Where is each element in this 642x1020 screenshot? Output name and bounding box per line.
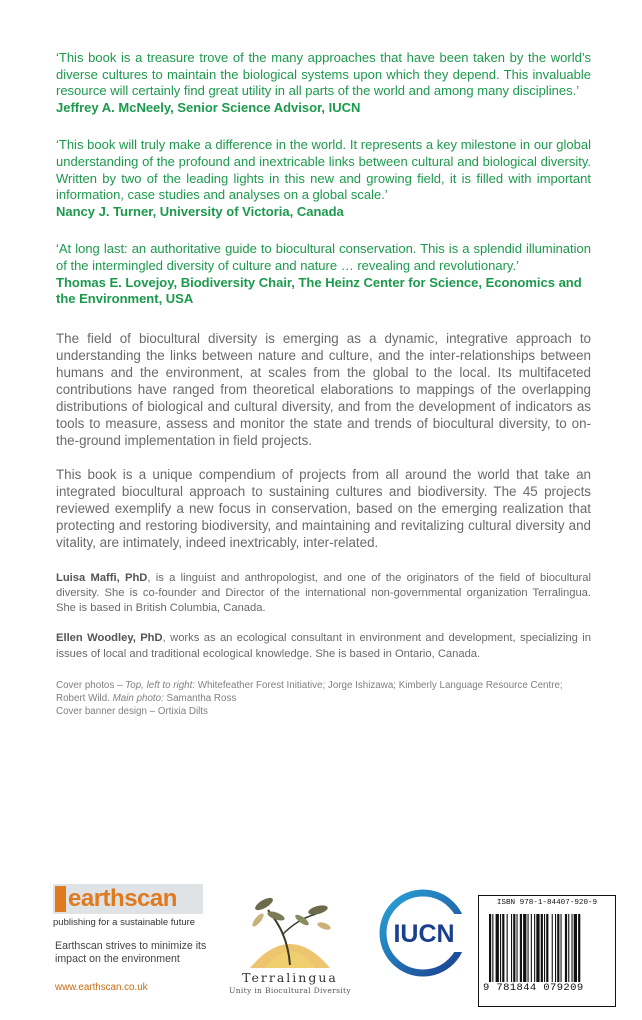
earthscan-environment-message: Earthscan strives to minimize its impact on the environment: [55, 940, 207, 965]
terralingua-logo: [220, 880, 360, 1005]
earthscan-tagline: publishing for a sustainable future: [53, 917, 196, 928]
barcode-bars-icon: [489, 914, 607, 982]
quote-text: ‘This book will truly make a difference in the world. It represents a key milestone in our global understanding of the profound and inextricable links between cultural and biological diversity. Written by two of the leading lights in this new and growing field, it is filled with important information, case studies and analyses on a global scale.’: [56, 137, 591, 203]
earthscan-logo: [53, 884, 203, 928]
quote-attribution: Jeffrey A. McNeely, Senior Science Advisor, IUCN: [56, 99, 361, 115]
earthscan-url: www.earthscan.co.uk: [55, 982, 148, 993]
quote-attribution: Thomas E. Lovejoy, Biodiversity Chair, The Heinz Center for Science, Economics and the Environment, USA: [56, 274, 582, 307]
credits-main-text: Samantha Ross: [163, 692, 237, 704]
credits-main-label: Main photo:: [112, 692, 164, 704]
quote-attribution: Nancy J. Turner, University of Victoria, Canada: [56, 203, 344, 219]
iucn-logo: [378, 888, 468, 978]
credits-top-label: Top, left to right:: [125, 679, 196, 691]
isbn-barcode: [478, 895, 616, 1007]
iucn-emblem-icon: [378, 888, 468, 978]
earthscan-mark-icon: [55, 886, 66, 912]
author-bio: [56, 571, 591, 617]
earthscan-wordmark-box: [53, 884, 203, 914]
photo-credits: [56, 679, 591, 705]
back-cover-text: [56, 50, 591, 718]
terralingua-tagline: Unity in Biocultural Diversity: [229, 986, 351, 995]
credits-prefix: Cover photos –: [56, 679, 126, 691]
quote-block-2: [56, 137, 591, 220]
author-name: Luisa Maffi, PhD: [56, 571, 148, 584]
terralingua-wordmark: Terralingua: [242, 970, 338, 985]
banner-credit: Cover banner design – Ortixia Dilts: [56, 705, 208, 717]
description-paragraph: This book is a unique compendium of projects from all around the world that take an integrated biocultural approach to sustaining cultures and biodiversity. The 45 projects reviewed exemplify a new focus in conservation, based on the emerging realization that protecting and restoring biodiversity, and maintaining and revitalizing cultural diversity and vitality, are intimately, indeed inextricably, inter-related.: [56, 466, 591, 550]
author-bio: [56, 631, 591, 661]
quote-text: ‘At long last: an authoritative guide to biocultural conservation. This is a splendid illumination of the intermingled diversity of culture and nature … revealing and revolutionary.’: [56, 241, 591, 273]
terralingua-emblem-icon: [220, 880, 360, 972]
description-paragraph: The field of biocultural diversity is emerging as a dynamic, integrative approach to understanding the links between nature and culture, and the inter-relationships between humans and the environment, at scales from the global to the local. Its multifaceted contributions have ranged from theoretical elaborations to mappings of the overlapping distributions of biological and cultural diversity, and from the development of indicators as tools to measure, assess and monitor the state and trends of biocultural diversity, to on-the-ground implementation in field projects.: [56, 330, 591, 448]
isbn-number: ISBN 978-1-84407-920-9: [496, 899, 598, 907]
quote-block-1: [56, 50, 591, 116]
publisher-footer: [0, 870, 642, 1020]
author-bio-text: , works as an ecological consultant in environment and development, specializing in issues of local and traditional ecological knowledge. She is based in Ontario, Canada.: [56, 632, 591, 660]
quote-block-3: [56, 241, 591, 307]
author-bio-text: , is a linguist and anthropologist, and one of the originators of the field of biocultural diversity. She is co-founder and Director of the international non-governmental organization Terralingua. She is based in British Columbia, Canada.: [56, 571, 591, 615]
quote-text: ‘This book is a treasure trove of the many approaches that have been taken by the world’s diverse cultures to maintain the biological systems upon which they depend. This invaluable resource will certainly find great utility in all parts of the world and among many disciplines.’: [56, 50, 591, 99]
credits-top-text: Whitefeather Forest Initiative; Jorge Ishizawa; Kimberly Language Resource Centre; Robert Wild.: [56, 679, 563, 704]
author-name: Ellen Woodley, PhD: [56, 632, 163, 645]
iucn-wordmark: IUCN: [393, 920, 455, 948]
barcode-digits: 9 781844 079209: [483, 982, 584, 994]
earthscan-wordmark: earthscan: [68, 885, 177, 912]
